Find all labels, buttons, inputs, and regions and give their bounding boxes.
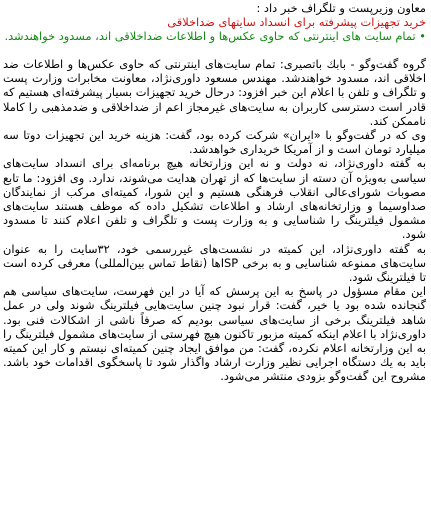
body-paragraph-3: به گفته داورى‌نژاد، نه دولت و نه اين وزارتخانه هيچ برنامه‌اى براى انسداد سايت‌هاى سياسى به‌ويژه آن دسته از سايت‌ها كه از تهران هدايت مى‌شوند، ندارد. وى افزود: ما تابع مصوبات شوراى‌عالى انقلاب فرهنگى هستيم و اين شورا، كميته‌اى مركب از نمايندگان صداوسيما و وزارتخانه‌هاى ارشاد و اطلاعات تشكيل داده كه موظف هستند سايت‌هاى مشمول فيلترينگ را شناسايى و به وزارت پست و تلگراف و تلفن اعلام كنند تا مسدود شود. xyxy=(3,156,426,242)
headline: خريد تجهيزات پيشرفته براى انسداد سايتهاى ضداخلاقى xyxy=(167,15,426,29)
body-paragraph-4: به گفته داورى‌نژاد، اين كميته در نشست‌هاى غيررسمى خود، ۳۲سايت را به عنوان سايت‌هاى ممنوعه شناسايى و به برخى ISPها (نقاط تماس بين‌المللى) معرفى كرده است تا فيلترينگ شود. xyxy=(3,241,426,285)
lead-summary: • تمام سايت هاى اينترنتى كه حاوى عكس‌ها و اطلاعات ضداخلاقى اند، مسدود خواهندشد. xyxy=(4,29,426,43)
spacer xyxy=(3,43,426,57)
kicker-line: معاون وزيرپست و تلگراف خبر داد : xyxy=(256,1,426,15)
body-paragraph-1: گروه گفت‌وگو - بابك باتصيرى: تمام سايت‌هاى اينترنتى كه حاوى عكس‌ها و اطلاعات ضد اخلاقى اند، مسدود خواهندشد. مهندس مسعود داورى‌نژاد، معاونت مخابرات وزارت پست و تلگراف و تلفن با اعلام اين خبر افزود: درحال خريد تجهيزات بسيار پيشرفته‌اى هستيم كه قادر است دسترسى كاربران به سايت‌هاى غيرمجاز اعم از ضداخلاقى و ضدمذهبى را كاملا ناممكن كند. xyxy=(3,57,426,128)
body-paragraph-2: وى كه در گفت‌وگو با «ايران» شركت كرده بود، گفت: هزينه خريد اين تجهيزات دوتا سه ميليارد تومان است و از آمريكا خريدارى خواهدشد. xyxy=(3,128,426,157)
body-paragraph-5: اين مقام مسؤول در پاسخ به اين پرسش كه آيا در اين فهرست، سايت‌هاى سياسى هم گنجانده شده بود يا خير، گفت: قرار نبود چنين سايت‌هايى فيلترينگ شوند ولى در عمل شاهد فيلترينگ برخى از سايت‌هاى سياسى بوديم كه صرفاً ناشى از اشكالات فنى بود. داورى‌نژاد با اعلام اينكه كميته مزبور تاكنون هيچ فهرستى از سايت‌هاى مشمول فيلترينگ را به اين وزارتخانه اعلام نكرده، گفت: من موافق ايجاد چنين كميته‌اى نيستم و كار اين كميته بايد به يك دستگاه اجرايى نظير وزارت ارشاد واگذار شود تا پاسخگوى اقدامات خود باشد. مشروح اين گفت‌وگو بزودى منتشر مى‌شود. xyxy=(3,284,426,384)
